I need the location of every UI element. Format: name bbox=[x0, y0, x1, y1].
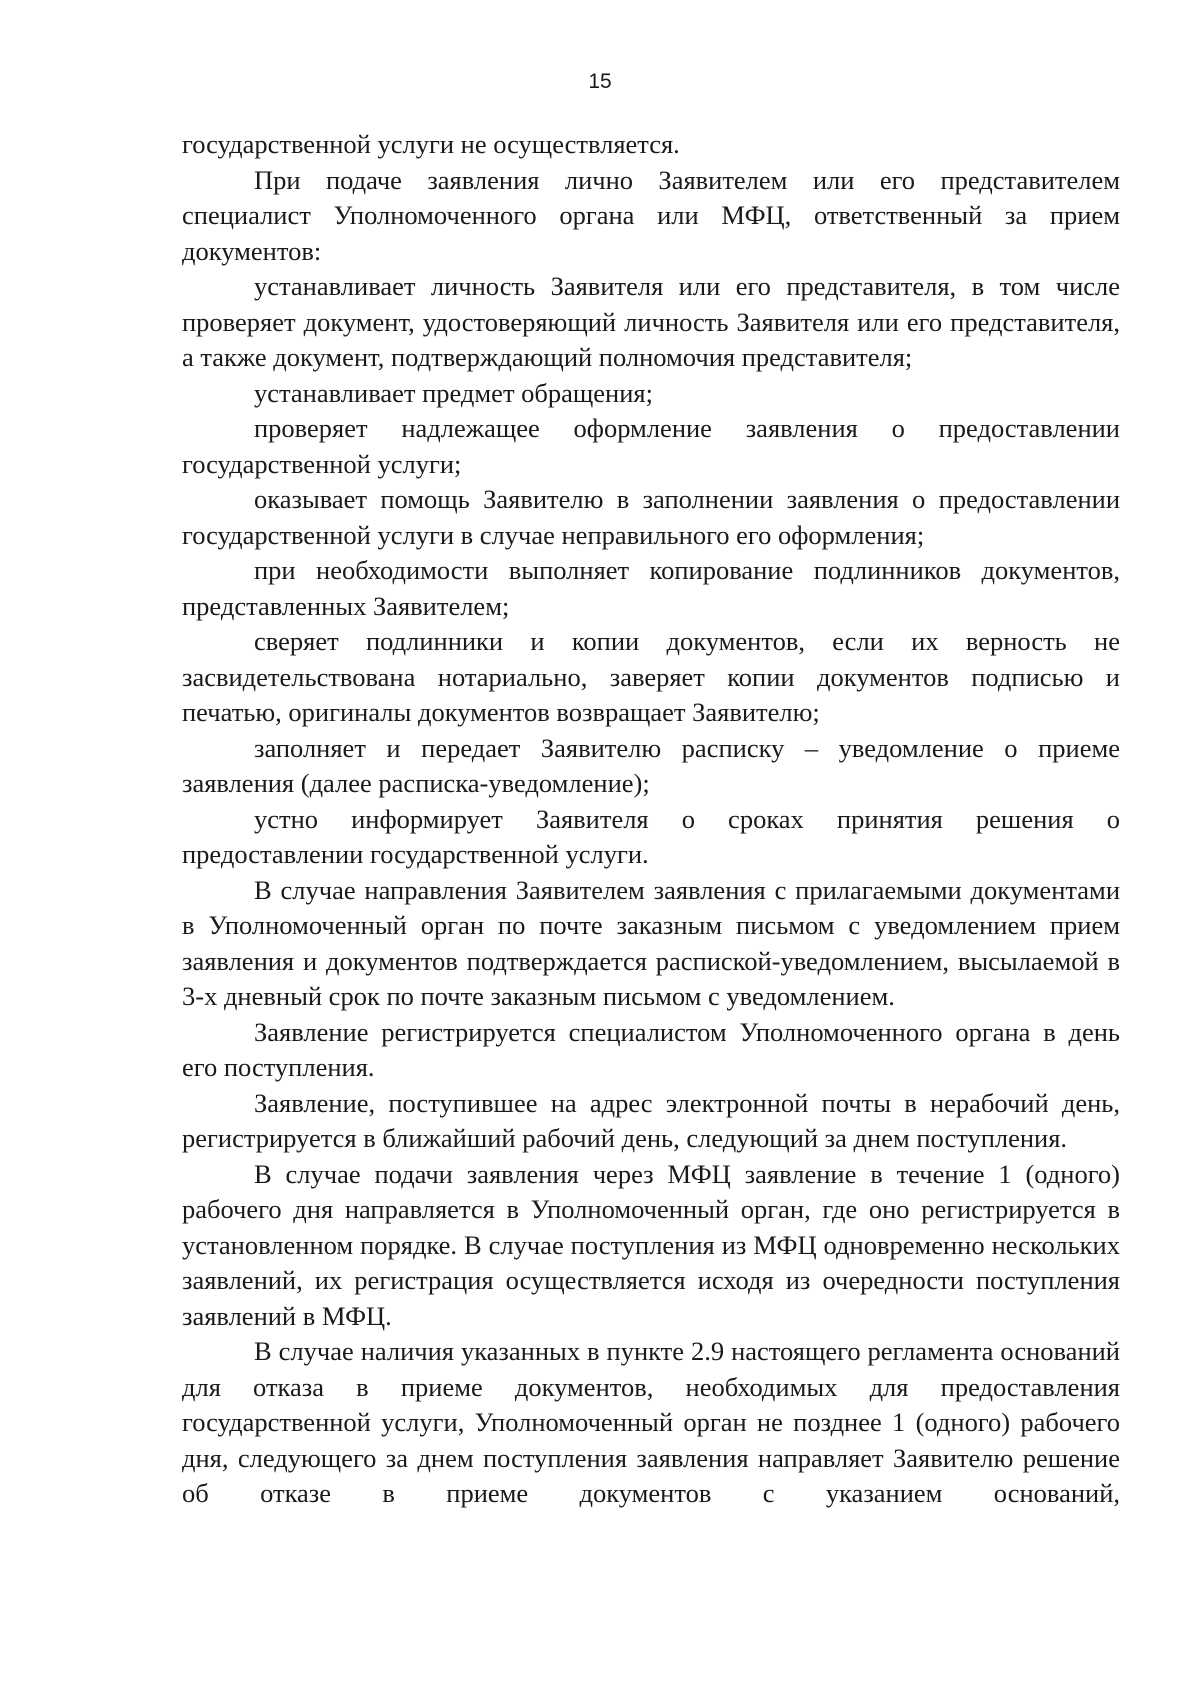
paragraph: устно информирует Заявителя о сроках принятия решения о предоставлении государственной услуги. bbox=[182, 803, 1120, 869]
paragraph: Заявление регистрируется специалистом Уполномоченного органа в день его поступления. bbox=[182, 1016, 1120, 1082]
paragraph: устанавливает личность Заявителя или его представителя, в том числе проверяет документ, удостоверяющий личность Заявителя или его представителя, а также документ, подтверждающий полномочия представителя; bbox=[182, 271, 1120, 372]
paragraph: при необходимости выполняет копирование подлинников документов, представленных Заявителем; bbox=[182, 555, 1120, 621]
paragraph: оказывает помощь Заявителю в заполнении заявления о предоставлении государственной услуги в случае неправильного его оформления; bbox=[182, 484, 1120, 550]
paragraph: В случае направления Заявителем заявления с прилагаемыми документами в Уполномоченный орган по почте заказным письмом с уведомлением прием заявления и документов подтверждается распиской-уведомлением, высылаемой в 3-х дневный срок по почте заказным письмом с уведомлением. bbox=[182, 874, 1120, 1011]
paragraph: В случае подачи заявления через МФЦ заявление в течение 1 (одного) рабочего дня направляется в Уполномоченный орган, где оно регистрируется в установленном порядке. В случае поступления из МФЦ одновременно нескольких заявлений, их регистрация осуществляется исходя из очередности поступления заявлений в МФЦ. bbox=[182, 1158, 1120, 1331]
paragraph: проверяет надлежащее оформление заявления о предоставлении государственной услуги; bbox=[182, 413, 1120, 479]
paragraph: заполняет и передает Заявителю расписку – уведомление о приеме заявления (далее расписка-уведомление); bbox=[182, 732, 1120, 798]
paragraph: В случае наличия указанных в пункте 2.9 настоящего регламента оснований для отказа в приеме документов, необходимых для предоставления государственной услуги, Уполномоченный орган не позднее 1 (одного) рабочего дня, следующего за днем поступления заявления направляет Заявителю решение об отказе в приеме документов с указанием оснований, bbox=[182, 1336, 1120, 1508]
document-body bbox=[182, 127, 1120, 1512]
paragraph: При подаче заявления лично Заявителем или его представителем специалист Уполномоченного органа или МФЦ, ответственный за прием документов: bbox=[182, 164, 1120, 266]
paragraph: сверяет подлинники и копии документов, если их верность не засвидетельствована нотариально, заверяет копии документов подписью и печатью, оригиналы документов возвращает Заявителю; bbox=[182, 626, 1120, 727]
page-number: 15 bbox=[588, 70, 612, 93]
paragraph: устанавливает предмет обращения; bbox=[254, 377, 653, 408]
paragraph: Заявление, поступившее на адрес электронной почты в нерабочий день, регистрируется в ближайший рабочий день, следующий за днем поступления. bbox=[182, 1087, 1120, 1153]
paragraph: государственной услуги не осуществляется. bbox=[182, 129, 680, 159]
